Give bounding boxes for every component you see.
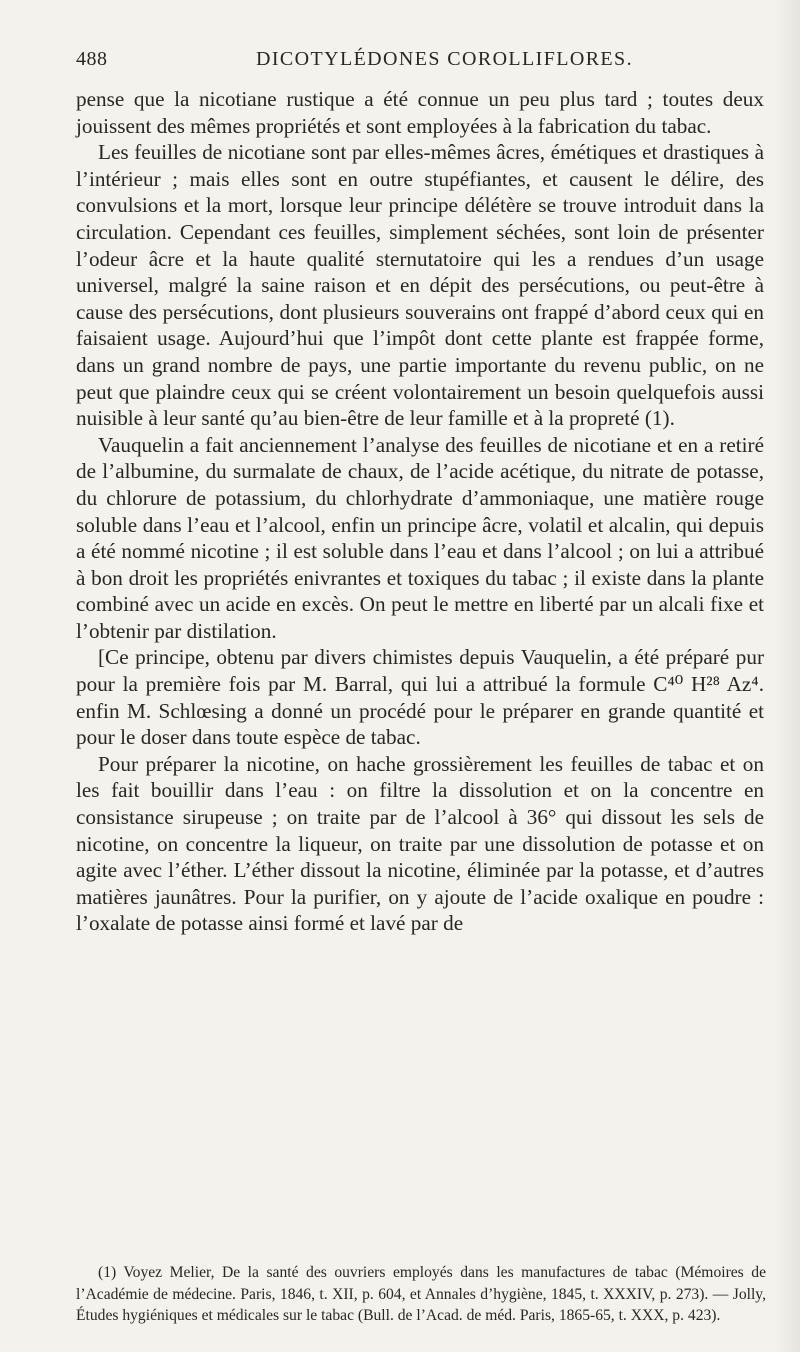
paragraph-leaves-properties: Les feuilles de nicotiane sont par elles-mêmes âcres, émétiques et drastiques à l’intérieur ; mais elles sont en outre stupéfiantes, et causent le délire, des convulsions et la mort, lorsque leur principe délétère se trouve introduit dans la circulation. Cependant ces feuilles, simplement séchées, sont loin de présenter l’odeur âcre et la haute qualité sternutatoire qui les a rendues d’un usage universel, malgré la saine raison et en dépit des persécutions, ou peut-être à cause des persécutions, dont plusieurs souverains ont frappé d’abord ceux qui en faisaient usage. Aujourd’hui que l’impôt dont cette plante est frappée forme, dans un grand nombre de pays, une partie importante du revenu public, on ne peut que plaindre ceux qui se créent volontairement un besoin quelquefois aussi nuisible à leur santé qu’au bien-être de leur famille et à la propreté (1).: [76, 140, 764, 431]
paragraph-nicotine-preparation: Pour préparer la nicotine, on hache grossièrement les feuilles de tabac et on les fait bouillir dans l’eau : on filtre la dissolution et on la concentre en consistance sirupeuse ; on traite par de l’alcool à 36° qui dissout les sels de nicotine, on concentre la liqueur, on traite par une dissolution de potasse et on agite avec l’éther. L’éther dissout la nicotine, éliminée par la potasse, et d’autres matières jaunâtres. Pour la purifier, on y ajoute de l’acide oxalique en poudre : l’oxalate de potasse ainsi formé et lavé par de: [76, 751, 764, 936]
footnote-1: (1) Voyez Melier, De la santé des ouvriers employés dans les manufactures de tabac (Mémoires de l’Académie de médecine. Paris, 1846, t. XII, p. 604, et Annales d’hygiène, 1845, t. XXXIV, p. 273). — Jolly, Études hygiéniques et médicales sur le tabac (Bull. de l’Acad. de méd. Paris, 1865-65, t. XXX, p. 423).: [76, 1264, 766, 1324]
paragraph-nicotine-formula: [Ce principe, obtenu par divers chimistes depuis Vauquelin, a été préparé pur pour la première fois par M. Barral, qui lui a attribué la formule C⁴⁰ H²⁸ Az⁴. enfin M. Schlœsing a donné un procédé pour le préparer en grande quantité et pour le doser dans toute espèce de tabac.: [76, 645, 764, 750]
running-header: [76, 48, 756, 78]
footnotes: [76, 1262, 766, 1327]
paragraph-vauquelin-analysis: Vauquelin a fait anciennement l’analyse des feuilles de nicotiane et en a retiré de l’albumine, du surmalate de chaux, de l’acide acétique, du nitrate de potasse, du chlorure de potassium, du chlorhydrate d’ammoniaque, une matière rouge soluble dans l’eau et l’alcool, enfin un principe âcre, volatil et alcalin, qui depuis a été nommé nicotine ; il est soluble dans l’eau et dans l’alcool ; on lui a attribué à bon droit les propriétés enivrantes et toxiques du tabac ; il existe dans la plante combiné avec un acide en excès. On peut le mettre en liberté par un alcali fixe et l’obtenir par distilation.: [76, 432, 764, 643]
running-title: DICOTYLÉDONES COROLLIFLORES.: [256, 48, 633, 70]
paragraph-continuation: pense que la nicotiane rustique a été connue un peu plus tard ; toutes deux jouissent des mêmes propriétés et sont employées à la fabrication du tabac.: [76, 87, 764, 138]
page-edge-shadow: [774, 0, 800, 1352]
body-text: [76, 86, 764, 937]
page-number: 488: [76, 48, 108, 70]
